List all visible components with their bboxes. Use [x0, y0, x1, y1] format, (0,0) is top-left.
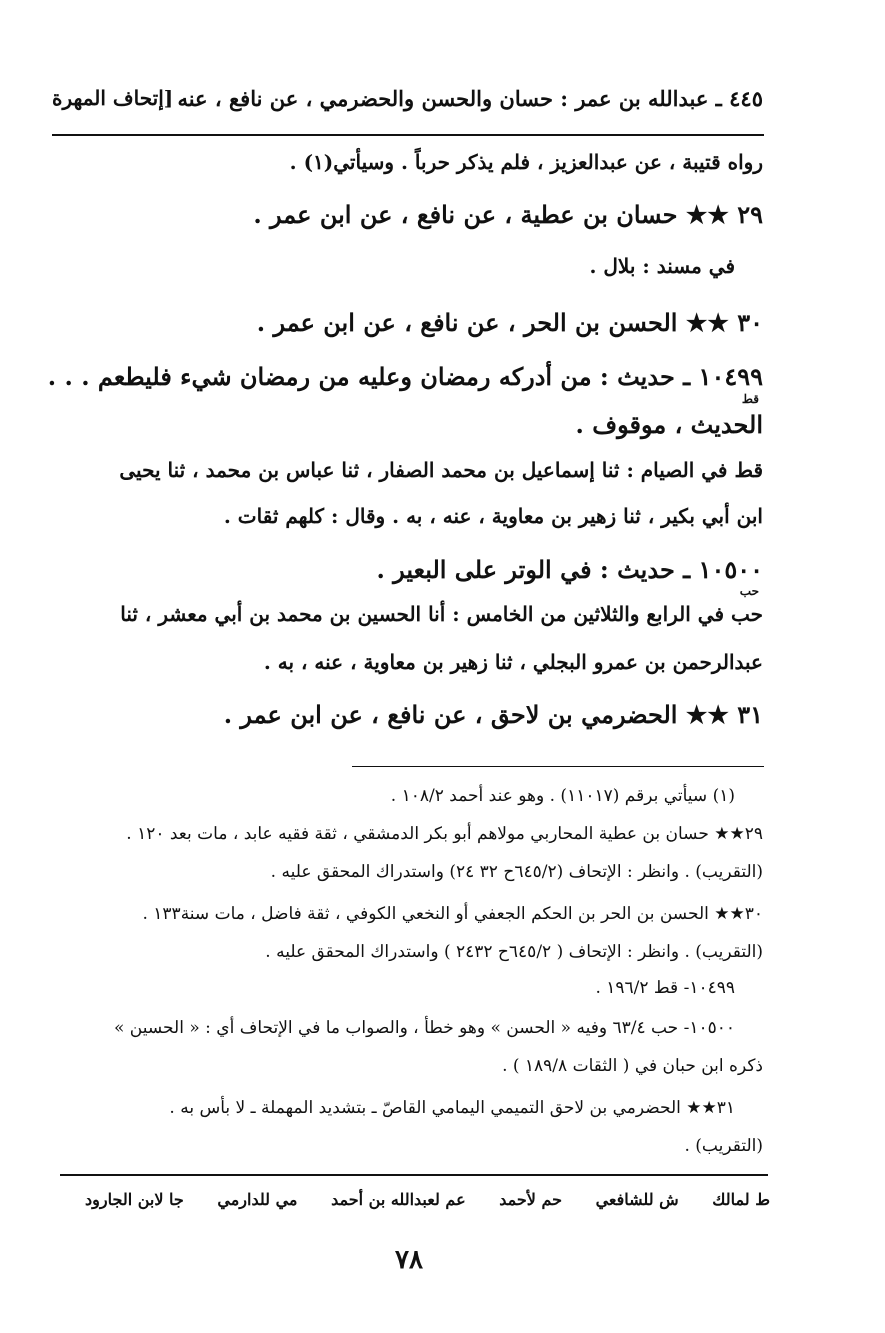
- footnote: ذكره ابن حبان في ( الثقات ١٨٩/٨ ) .: [502, 1056, 763, 1076]
- footnote: ٣١★★ الحضرمي بن لاحق التميمي اليمامي القاصّ ـ بتشديد المهملة ـ لا بأس به .: [169, 1098, 735, 1118]
- legend-item-ahmad: حم لأحمد: [499, 1190, 562, 1209]
- legend-item-shafii: ش للشافعي: [595, 1190, 679, 1209]
- section-heading-31: ٣١ ★★ الحضرمي بن لاحق ، عن نافع ، عن ابن عمر .: [223, 700, 763, 729]
- page-number: ٧٨: [395, 1245, 423, 1275]
- abbreviation-legend: [85, 1190, 770, 1209]
- legend-rule: [60, 1174, 768, 1176]
- footnote: (التقريب) . وانظر : الإتحاف ( ٦٤٥/٢ح ٢٤٣٢ ) واستدراك المحقق عليه .: [265, 942, 763, 962]
- hadith-10499-line1: ١٠٤٩٩ ـ حديث : من أدركه رمضان وعليه من رمضان شيء فليطعم . . .: [47, 362, 763, 391]
- hadith-10500: ١٠٥٠٠ ـ حديث : في الوتر على البعير .: [376, 555, 763, 584]
- footnote: ١٠٤٩٩- قط ١٩٦/٢ .: [595, 978, 735, 998]
- footnote: ٣٠★★ الحسن بن الحر بن الحكم الجعفي أو النخعي الكوفي ، ثقة فاضل ، مات سنة١٣٣ .: [142, 904, 763, 924]
- footnote: ٢٩★★ حسان بن عطية المحاربي مولاهم أبو بكر الدمشقي ، ثقة فقيه عابد ، مات بعد ١٢٠ .: [126, 824, 763, 844]
- running-header-book: [إتحاف المهرة: [52, 86, 174, 110]
- footnote: (التقريب) .: [684, 1136, 763, 1156]
- body-line: عبدالرحمن بن عمرو البجلي ، ثنا زهير بن معاوية ، عنه ، به .: [263, 650, 763, 674]
- footnote-rule: [352, 766, 764, 767]
- header-rule: [52, 134, 764, 136]
- legend-item-darimi: مي للدارمي: [217, 1190, 298, 1209]
- source-tag-10500: حب: [739, 584, 759, 598]
- footnote: (١) سيأتي برقم (١١٠١٧) . وهو عند أحمد ١٠٨/٢ .: [390, 786, 735, 806]
- body-line: ابن أبي بكير ، ثنا زهير بن معاوية ، عنه ، به . وقال : كلهم ثقات .: [223, 504, 763, 528]
- body-line: في مسند : بلال .: [589, 254, 735, 278]
- body-line: رواه قتيبة ، عن عبدالعزيز ، فلم يذكر حرباً . وسيأتي(١) .: [289, 150, 763, 174]
- hadith-10499-line2: الحديث ، موقوف .: [575, 410, 763, 439]
- section-heading-30: ٣٠ ★★ الحسن بن الحر ، عن نافع ، عن ابن عمر .: [256, 308, 763, 337]
- source-tag-10499: قط: [741, 392, 759, 406]
- footnote: ١٠٥٠٠- حب ٦٣/٤ وفيه « الحسن » وهو خطأ ، والصواب ما في الإتحاف أي : « الحسين »: [114, 1018, 735, 1038]
- section-heading-29: ٢٩ ★★ حسان بن عطية ، عن نافع ، عن ابن عمر .: [253, 200, 763, 229]
- legend-item-abdullah: عم لعبدالله بن أحمد: [331, 1190, 466, 1209]
- body-line: حب في الرابع والثلاثين من الخامس : أنا الحسين بن محمد بن أبي معشر ، ثنا: [120, 602, 763, 626]
- running-header-title: ٤٤٥ ـ عبدالله بن عمر : حسان والحسن والحضرمي ، عن نافع ، عنه: [177, 86, 763, 111]
- body-line: قط في الصيام : ثنا إسماعيل بن محمد الصفار ، ثنا عباس بن محمد ، ثنا يحيى: [119, 458, 763, 482]
- legend-item-jarud: جا لابن الجارود: [85, 1190, 184, 1209]
- footnote: (التقريب) . وانظر : الإتحاف (٦٤٥/٢ح ٣٢ ٢٤) واستدراك المحقق عليه .: [270, 862, 763, 882]
- legend-item-malik: ط لمالك: [712, 1190, 770, 1209]
